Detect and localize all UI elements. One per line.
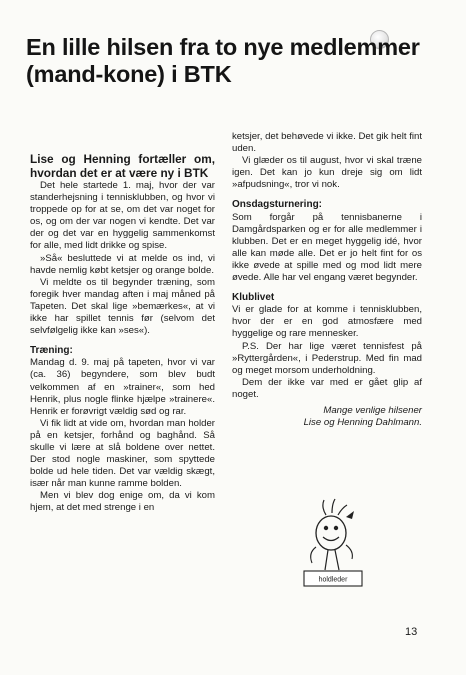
training-paragraph-2: Vi fik lidt at vide om, hvordan man holder på en ketsjer, forhånd og baghånd. Så skulle vi lære at slå boldene over nettet. Der stod nogle maskiner, som spyttede bolde ud hele tiden. Det var vældig skægt, især når man kunne ramme bolden. [30,417,215,490]
left-column [30,152,215,515]
intro-paragraph-1: Det hele startede 1. maj, hvor der var standerhejsning i tennisklubben, og hvor vi troppede op for at se, om det var noget for os, og om der var nogen vi kendte. Det var der og det var en hyggelig sammenkomst for alle, med lidt drikke og spise. [30,180,215,252]
right-column [232,131,422,430]
continued-paragraph-2: Vi glæder os til august, hvor vi skal træne igen. Det kan jo kun dreje sig om lidt »afpudsning«, tror vi nok. [232,155,422,191]
signoff-greeting: Mange venlige hilsener [323,404,422,416]
signoff-names: Lise og Henning Dahlmann. [303,417,422,429]
training-heading: Træning: [30,345,73,357]
page-number: 13 [405,626,418,638]
signoff [232,405,422,430]
article-title: En lille hilsen fra to nye medlemmer (mand-kone) i BTK [26,34,420,87]
club-paragraph-2: P.S. Der har lige været tennisfest på »Ryttergården«, i Pederstrup. Med fin mad og meget morsom underholdning. [232,340,422,376]
cartoon-illustration [298,497,368,589]
club-paragraph-3: Dem der ikke var med er gået glip af noget. [232,376,422,400]
club-paragraph-1: Vi er glade for at komme i tennisklubben, hvor der er en god atmosfære med hyggelige og rare mennesker. [232,304,422,340]
club-heading: Klublivet [232,292,275,304]
intro-paragraph-3: Vi meldte os til begynder træning, som foregik hver mandag aften i maj måned på Tapeten. Det skal lige »bemærkes«, at vi ikke har spillet tennis før (selvom det selvfølgelig ikke kan »ses«). [30,276,215,337]
continued-paragraph-1: ketsjer, det behøvede vi ikke. Det gik helt fint uden. [232,131,422,155]
wednesday-heading: Onsdagsturnering: [232,199,323,211]
training-paragraph-3: Men vi blev dog enige om, da vi kom hjem, at det med strenge i en [30,490,215,514]
illustration-caption: holdleder [318,576,348,584]
training-paragraph-1: Mandag d. 9. maj på tapeten, hvor vi var (ca. 36) begyndere, som blev budt velkommen af en »trainer«, som hed Henrik, plus nogle flinke hjælpe »trainere«. Henrik er forøvrigt vældig sød og rar. [30,357,215,417]
intro-paragraph-2: »Så« besluttede vi at melde os ind, vi havde nemlig købt ketsjer og orange bolde. [30,252,215,276]
article-lead: Lise og Henning fortæller om, hvordan det er at være ny i BTK [30,152,215,180]
wednesday-paragraph: Som forgår på tennisbanerne i Damgårdsparken og er for alle medlemmer i klubben. Det er en meget hyggelig idé, hvor alle kan møde alle. Det er jo helt fint for os ikke øvede at spille med og mod lidt mere øvede. Alle har vel engang været begynder. [232,211,422,284]
